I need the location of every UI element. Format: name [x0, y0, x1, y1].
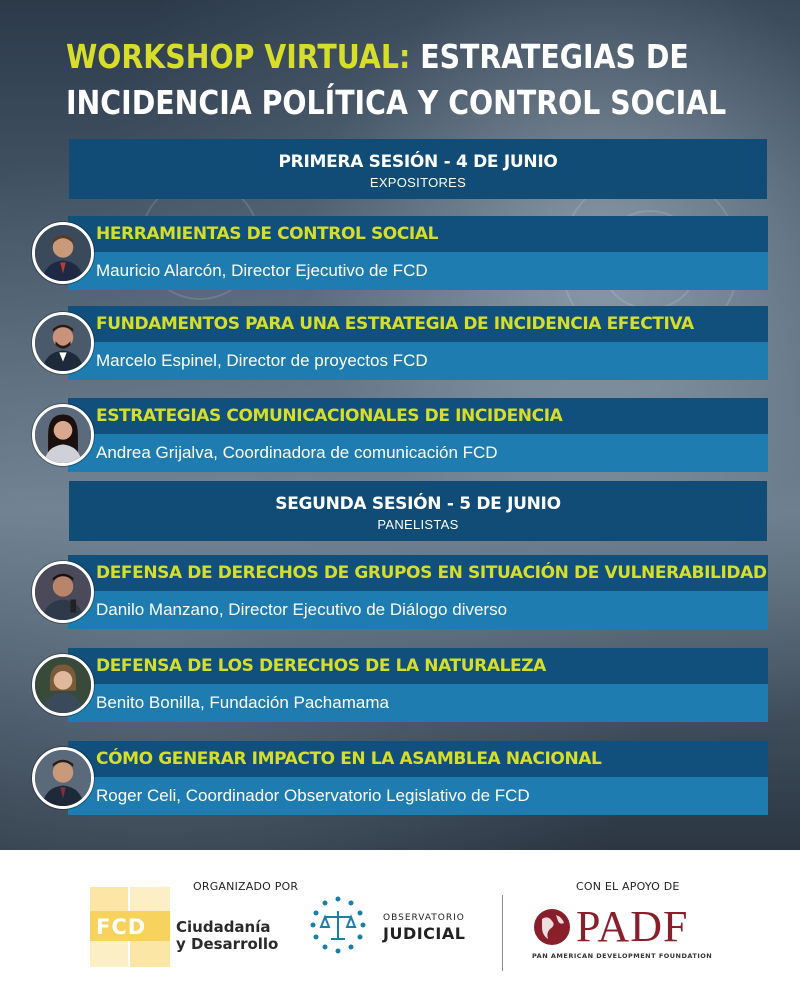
speaker-topic: CÓMO GENERAR IMPACTO EN LA ASAMBLEA NACIONAL — [68, 741, 768, 777]
speaker-photo-avatar — [32, 561, 94, 623]
title-line1-rest: ESTRATEGIAS DE — [410, 37, 689, 76]
speaker-name: Roger Celi, Coordinador Observatorio Legislativo de FCD — [68, 777, 768, 815]
speaker-name: Andrea Grijalva, Coordinadora de comunicación FCD — [68, 434, 768, 472]
title-accent: WORKSHOP VIRTUAL: — [66, 37, 411, 76]
speaker-photo-avatar — [32, 312, 94, 374]
speaker-photo-avatar — [32, 654, 94, 716]
page-title — [66, 34, 727, 126]
divider — [502, 895, 503, 971]
fcd-logo — [90, 887, 280, 967]
session-title: SEGUNDA SESIÓN - 5 DE JUNIO — [275, 494, 561, 514]
session-subtitle: PANELISTAS — [377, 517, 459, 532]
observatorio-judicial-logo — [303, 895, 473, 955]
speaker-name: Marcelo Espinel, Director de proyectos FCD — [68, 342, 768, 380]
session-subtitle: EXPOSITORES — [369, 175, 467, 190]
speaker-name: Danilo Manzano, Director Ejecutivo de Diálogo diverso — [68, 591, 768, 629]
speaker-topic: HERRAMIENTAS DE CONTROL SOCIAL — [68, 216, 768, 252]
organized-by-label: ORGANIZADO POR — [193, 880, 299, 893]
speaker-card-2 — [32, 306, 768, 380]
support-by-label: CON EL APOYO DE — [576, 880, 680, 893]
footer-sponsors — [0, 850, 800, 990]
globe-icon — [532, 907, 572, 947]
speaker-topic: ESTRATEGIAS COMUNICACIONALES DE INCIDENCIA — [68, 398, 768, 434]
speaker-photo-avatar — [32, 404, 94, 466]
speaker-topic: DEFENSA DE DERECHOS DE GRUPOS EN SITUACIÓN DE VULNERABILIDAD — [68, 555, 768, 591]
scales-of-justice-icon — [303, 895, 373, 955]
speaker-card-4 — [32, 555, 768, 629]
session-title: PRIMERA SESIÓN - 4 DE JUNIO — [278, 152, 558, 172]
judicial-label: JUDICIAL — [383, 924, 466, 943]
speaker-topic: DEFENSA DE LOS DERECHOS DE LA NATURALEZA — [68, 648, 768, 684]
speaker-card-6 — [32, 741, 768, 815]
speaker-name: Benito Bonilla, Fundación Pachamama — [68, 684, 768, 722]
speaker-name: Mauricio Alarcón, Director Ejecutivo de FCD — [68, 252, 768, 290]
padf-full-name: PAN AMERICAN DEVELOPMENT FOUNDATION — [532, 952, 713, 960]
speaker-card-3 — [32, 398, 768, 472]
fcd-name-line1: Ciudadanía — [176, 918, 271, 936]
speaker-photo-avatar — [32, 747, 94, 809]
speaker-card-1 — [32, 216, 768, 290]
session-header-2 — [69, 481, 767, 541]
fcd-name-line2: y Desarrollo — [176, 935, 279, 953]
fcd-abbr: FCD — [96, 915, 147, 939]
speaker-photo-avatar — [32, 222, 94, 284]
observatorio-label: OBSERVATORIO — [383, 913, 465, 923]
title-line2: INCIDENCIA POLÍTICA Y CONTROL SOCIAL — [66, 83, 727, 122]
speaker-card-5 — [32, 648, 768, 722]
padf-logo — [532, 902, 732, 965]
padf-abbr: PADF — [576, 902, 689, 951]
session-header-1 — [69, 139, 767, 199]
fcd-name — [176, 919, 278, 953]
speaker-topic: FUNDAMENTOS PARA UNA ESTRATEGIA DE INCIDENCIA EFECTIVA — [68, 306, 768, 342]
